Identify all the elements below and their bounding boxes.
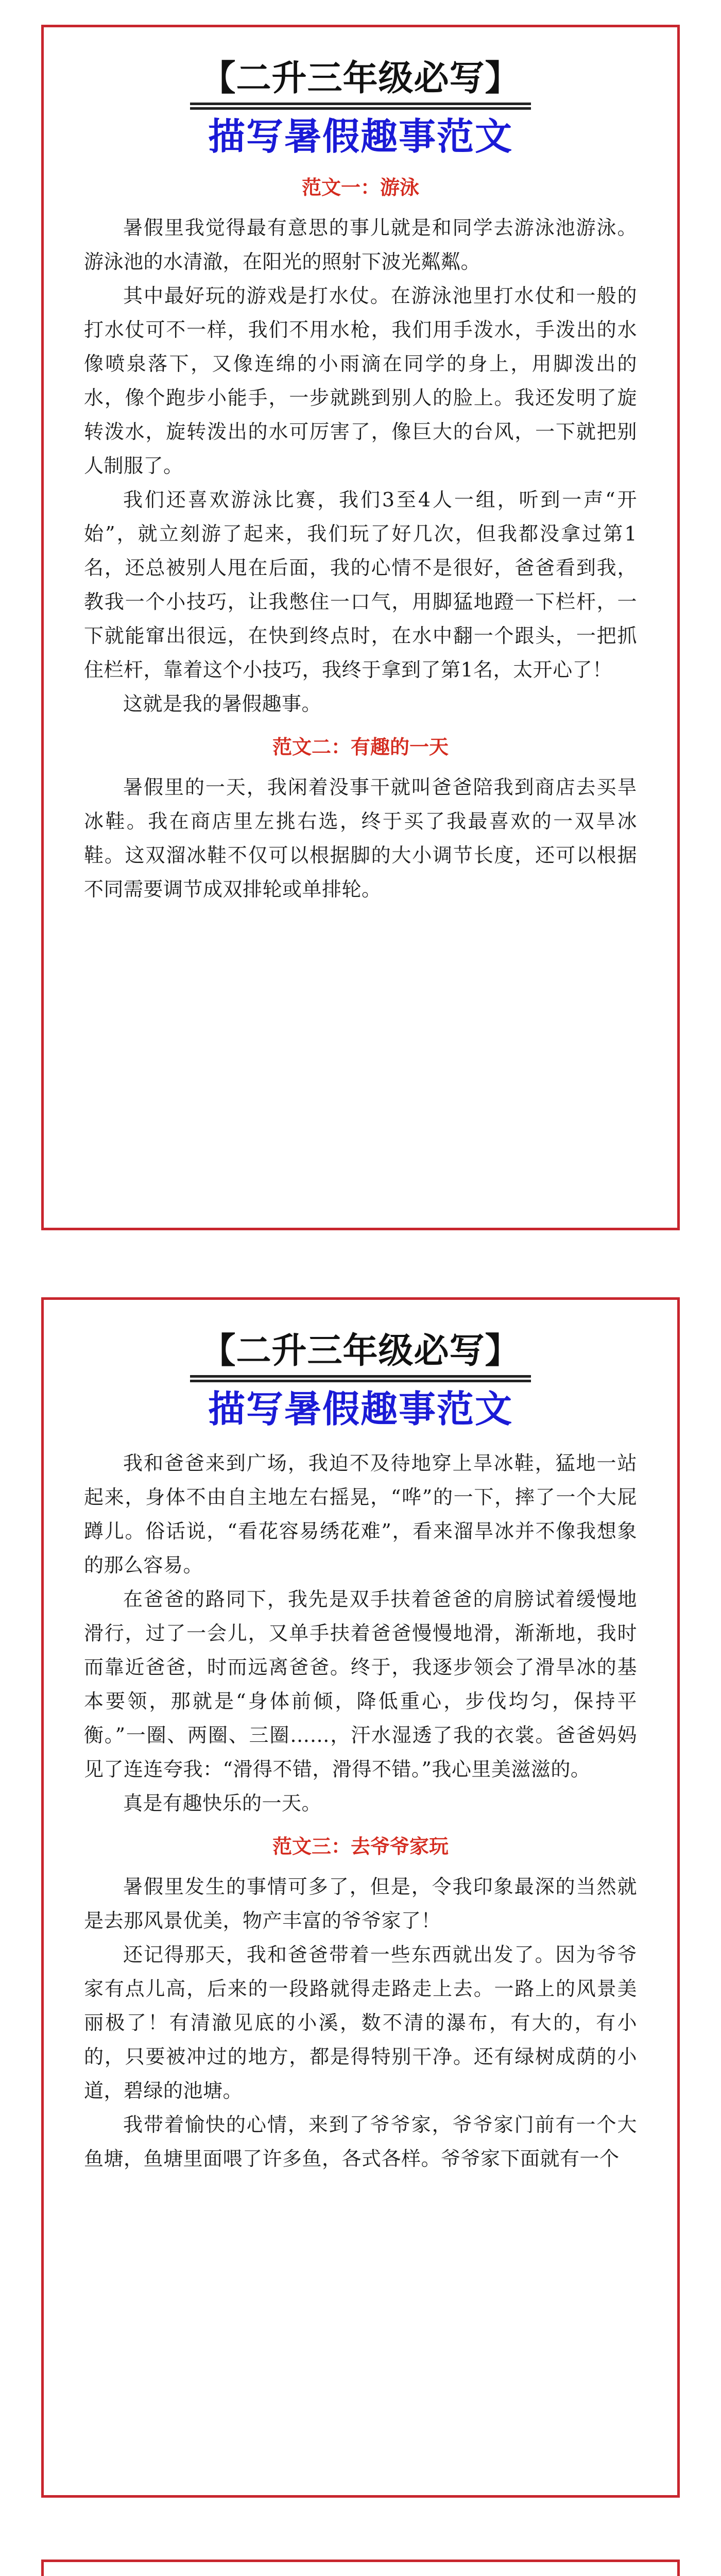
paragraph: 还记得那天，我和爸爸带着一些东西就出发了。因为爷爷家有点儿高，后来的一段路就得走路走上去。一路上的风景美丽极了！有清澈见底的小溪，数不清的瀑布，有大的，有小的，只要被冲过的地方，都是得特别干净。还有绿树成荫的小道，碧绿的池塘。 — [84, 1943, 637, 2102]
header-line1: 【二升三年级必写】 — [190, 1331, 530, 1382]
page-header — [84, 1331, 637, 1434]
paragraph: 这就是我的暑假趣事。 — [123, 692, 322, 715]
page-1 — [41, 25, 680, 1230]
paragraph: 暑假里我觉得最有意思的事儿就是和同学去游泳池游泳。游泳池的水清澈，在阳光的照射下波光粼粼。 — [84, 216, 637, 273]
paragraph: 我带着愉快的心情，来到了爷爷家，爷爷家门前有一个大鱼塘，鱼塘里面喂了许多鱼，各式各样。爷爷家下面就有一个 — [84, 2113, 637, 2170]
paragraph: 在爸爸的路同下，我先是双手扶着爸爸的肩膀试着缓慢地滑行，过了一会儿，又单手扶着爸爸慢慢地滑，渐渐地，我时而靠近爸爸，时而远离爸爸。终于，我逐步领会了滑旱冰的基本要领，那就是“身体前倾，降低重心，步伐均匀，保持平衡。”一圈、两圈、三圈……，汗水湿透了我的衣裳。爸爸妈妈见了连连夸我：“滑得不错，滑得不错。”我心里美滋滋的。 — [84, 1588, 637, 1781]
header-line2: 描写暑假趣事范文 — [208, 1387, 513, 1431]
page-2 — [41, 1297, 680, 2498]
paragraph: 其中最好玩的游戏是打水仗。在游泳池里打水仗和一般的打水仗可不一样，我们不用水枪，我们用手泼水，手泼出的水像喷泉落下，又像连绵的小雨滴在同学的身上，用脚泼出的水，像个跑步小能手，一步就跳到别人的脸上。我还发明了旋转泼水，旋转泼出的水可厉害了，像巨大的台风，一下就把别人制服了。 — [84, 284, 637, 477]
header-line1: 【二升三年级必写】 — [190, 58, 530, 110]
page-header — [84, 58, 637, 161]
header-line2: 描写暑假趣事范文 — [208, 115, 513, 158]
paragraph: 我们还喜欢游泳比赛，我们3至4人一组，听到一声“开始”，就立刻游了起来，我们玩了好几次，但我都没拿过第1名，还总被别人甩在后面，我的心情不是很好，爸爸看到我，教我一个小技巧，让我憋住一口气，用脚猛地蹬一下栏杆，一下就能窜出很远，在快到终点时，在水中翻一个跟头，一把抓住栏杆，靠着这个小技巧，我终于拿到了第1名，太开心了！ — [84, 488, 637, 681]
paragraph: 暑假里的一天，我闲着没事干就叫爸爸陪我到商店去买旱冰鞋。我在商店里左挑右选，终于买了我最喜欢的一双旱冰鞋。这双溜冰鞋不仅可以根据脚的大小调节长度，还可以根据不同需要调节成双排轮或单排轮。 — [84, 776, 637, 901]
paragraph: 暑假里发生的事情可多了，但是，令我印象最深的当然就是去那风景优美，物产丰富的爷爷家了！ — [84, 1875, 637, 1932]
paragraph: 真是有趣快乐的一天。 — [123, 1792, 322, 1815]
paragraph: 我和爸爸来到广场，我迫不及待地穿上旱冰鞋，猛地一站起来，身体不由自主地左右摇晃，“哗”的一下，摔了一个大屁蹲儿。俗话说，“看花容易绣花难”，看来溜旱冰并不像我想象的那么容易。 — [84, 1452, 637, 1577]
subtitle-essay-3: 范文三：去爷爷家玩 — [272, 1835, 449, 1858]
subtitle-essay-2: 范文二：有趣的一天 — [272, 736, 449, 758]
subtitle-essay-1: 范文一：游泳 — [301, 176, 419, 199]
page-3 — [41, 2560, 680, 2576]
